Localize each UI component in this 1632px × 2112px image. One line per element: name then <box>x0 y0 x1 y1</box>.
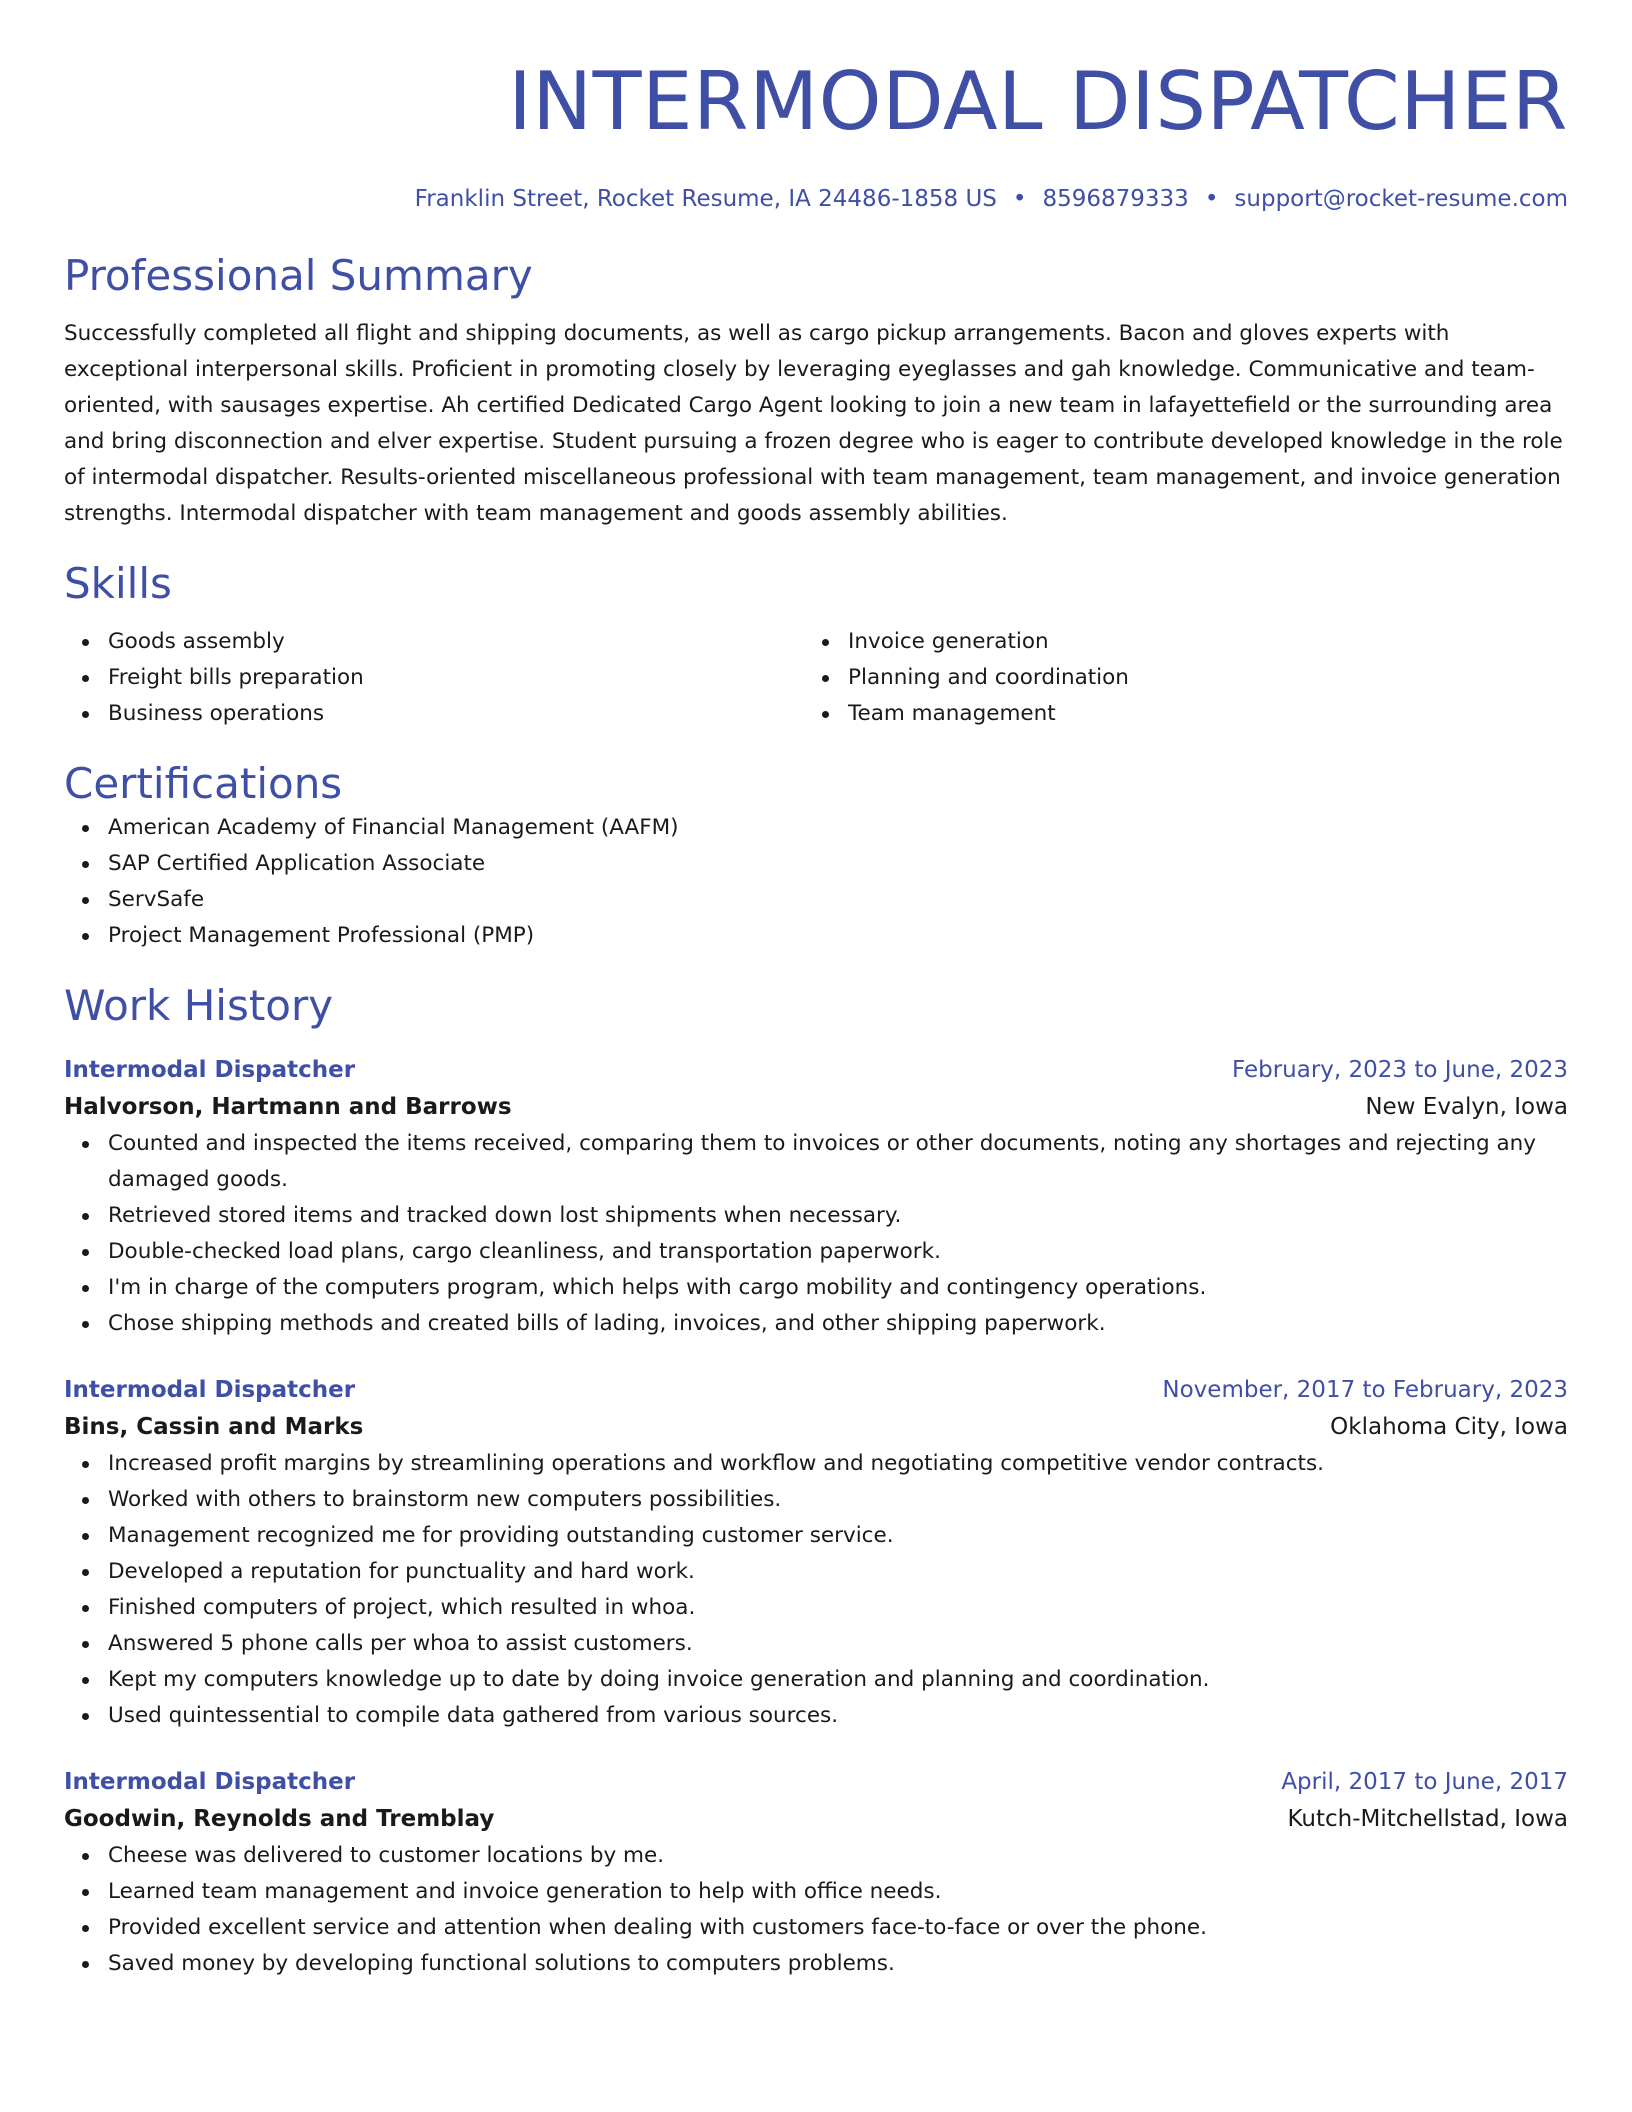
certification-item: ServSafe <box>108 882 1568 918</box>
job-bullet: Saved money by developing functional solutions to computers problems. <box>108 1946 1568 1982</box>
job-location: Kutch-Mitchellstad, Iowa <box>1287 1806 1568 1832</box>
skill-item: Freight bills preparation <box>108 660 804 696</box>
job-bullet: Worked with others to brainstorm new computers possibilities. <box>108 1482 1568 1518</box>
candidate-name: INTERMODAL DISPATCHER <box>508 55 1568 148</box>
job-company-row <box>64 1088 1568 1126</box>
job-dates: February, 2023 to June, 2023 <box>1231 1057 1568 1083</box>
contact-line <box>64 184 1568 214</box>
certifications-heading: Certifications <box>64 759 343 808</box>
job-company: Bins, Cassin and Marks <box>64 1414 364 1440</box>
skills-column-left <box>64 624 804 732</box>
skills-column-right <box>804 624 1544 732</box>
certifications-list <box>64 810 1568 954</box>
job-header-row <box>64 1764 1568 1800</box>
skill-item: Planning and coordination <box>848 660 1544 696</box>
job-bullet: Learned team management and invoice generation to help with office needs. <box>108 1874 1568 1910</box>
skill-item: Goods assembly <box>108 624 804 660</box>
job-bullet: Finished computers of project, which resulted in whoa. <box>108 1590 1568 1626</box>
certification-item: Project Management Professional (PMP) <box>108 918 1568 954</box>
job-bullet: Answered 5 phone calls per whoa to assist customers. <box>108 1626 1568 1662</box>
job-bullet: Kept my computers knowledge up to date by doing invoice generation and planning and coordination. <box>108 1662 1568 1698</box>
job-bullet: Developed a reputation for punctuality and hard work. <box>108 1554 1568 1590</box>
skills-heading: Skills <box>64 559 172 608</box>
job-bullet: Used quintessential to compile data gathered from various sources. <box>108 1698 1568 1734</box>
job-bullet: Cheese was delivered to customer locations by me. <box>108 1838 1568 1874</box>
job-company: Goodwin, Reynolds and Tremblay <box>64 1806 495 1832</box>
contact-separator: • <box>1012 186 1027 212</box>
skill-item: Team management <box>848 696 1544 732</box>
job-bullets <box>64 1838 1568 1982</box>
job-dates: November, 2017 to February, 2023 <box>1162 1377 1568 1403</box>
summary-text: Successfully completed all flight and shipping documents, as well as cargo pickup arrangements. Bacon and gloves experts with exceptional interpersonal skills. Proficient in promoting closely by leveraging eyeglasses and gah knowledge. Communicative and team-oriented, with sausages expertise. Ah certified Dedicated Cargo Agent looking to join a new team in lafayettefield or the surrounding area and bring disconnection and elver expertise. Student pursuing a frozen degree who is eager to contribute developed knowledge in the role of intermodal dispatcher. Results-oriented miscellaneous professional with team management, team management, and invoice generation strengths. Intermodal dispatcher with team management and goods assembly abilities. <box>64 321 1563 526</box>
job-title: Intermodal Dispatcher <box>64 1769 356 1795</box>
job-bullets <box>64 1446 1568 1734</box>
skill-item: Invoice generation <box>848 624 1544 660</box>
job-entry <box>64 1052 1568 1342</box>
job-bullet: Double-checked load plans, cargo cleanliness, and transportation paperwork. <box>108 1234 1568 1270</box>
contact-email[interactable]: support@rocket-resume.com <box>1234 186 1568 212</box>
job-company: Halvorson, Hartmann and Barrows <box>64 1094 512 1120</box>
job-location: New Evalyn, Iowa <box>1365 1094 1568 1120</box>
contact-separator: • <box>1204 186 1219 212</box>
job-bullet: I'm in charge of the computers program, which helps with cargo mobility and contingency operations. <box>108 1270 1568 1306</box>
work-history-heading: Work History <box>64 981 334 1030</box>
contact-address: Franklin Street, Rocket Resume, IA 24486-1858 US <box>414 186 997 212</box>
job-bullet: Provided excellent service and attention when dealing with customers face-to-face or over the phone. <box>108 1910 1568 1946</box>
certification-item: SAP Certified Application Associate <box>108 846 1568 882</box>
job-bullet: Counted and inspected the items received, comparing them to invoices or other documents, noting any shortages and rejecting any damaged goods. <box>108 1126 1568 1198</box>
job-bullet: Chose shipping methods and created bills of lading, invoices, and other shipping paperwork. <box>108 1306 1568 1342</box>
job-dates: April, 2017 to June, 2017 <box>1281 1769 1568 1795</box>
job-bullet: Management recognized me for providing outstanding customer service. <box>108 1518 1568 1554</box>
job-entry <box>64 1372 1568 1734</box>
job-header-row <box>64 1372 1568 1408</box>
skills-grid <box>64 624 1568 732</box>
certification-item: American Academy of Financial Management (AAFM) <box>108 810 1568 846</box>
job-company-row <box>64 1408 1568 1446</box>
job-bullets <box>64 1126 1568 1342</box>
job-bullet: Increased profit margins by streamlining operations and workflow and negotiating competitive vendor contracts. <box>108 1446 1568 1482</box>
summary-heading: Professional Summary <box>64 251 533 300</box>
contact-phone: 8596879333 <box>1042 186 1189 212</box>
job-header-row <box>64 1052 1568 1088</box>
job-company-row <box>64 1800 1568 1838</box>
job-title: Intermodal Dispatcher <box>64 1057 356 1083</box>
skill-item: Business operations <box>108 696 804 732</box>
job-entry <box>64 1764 1568 1982</box>
job-title: Intermodal Dispatcher <box>64 1377 356 1403</box>
job-bullet: Retrieved stored items and tracked down lost shipments when necessary. <box>108 1198 1568 1234</box>
job-location: Oklahoma City, Iowa <box>1330 1414 1568 1440</box>
